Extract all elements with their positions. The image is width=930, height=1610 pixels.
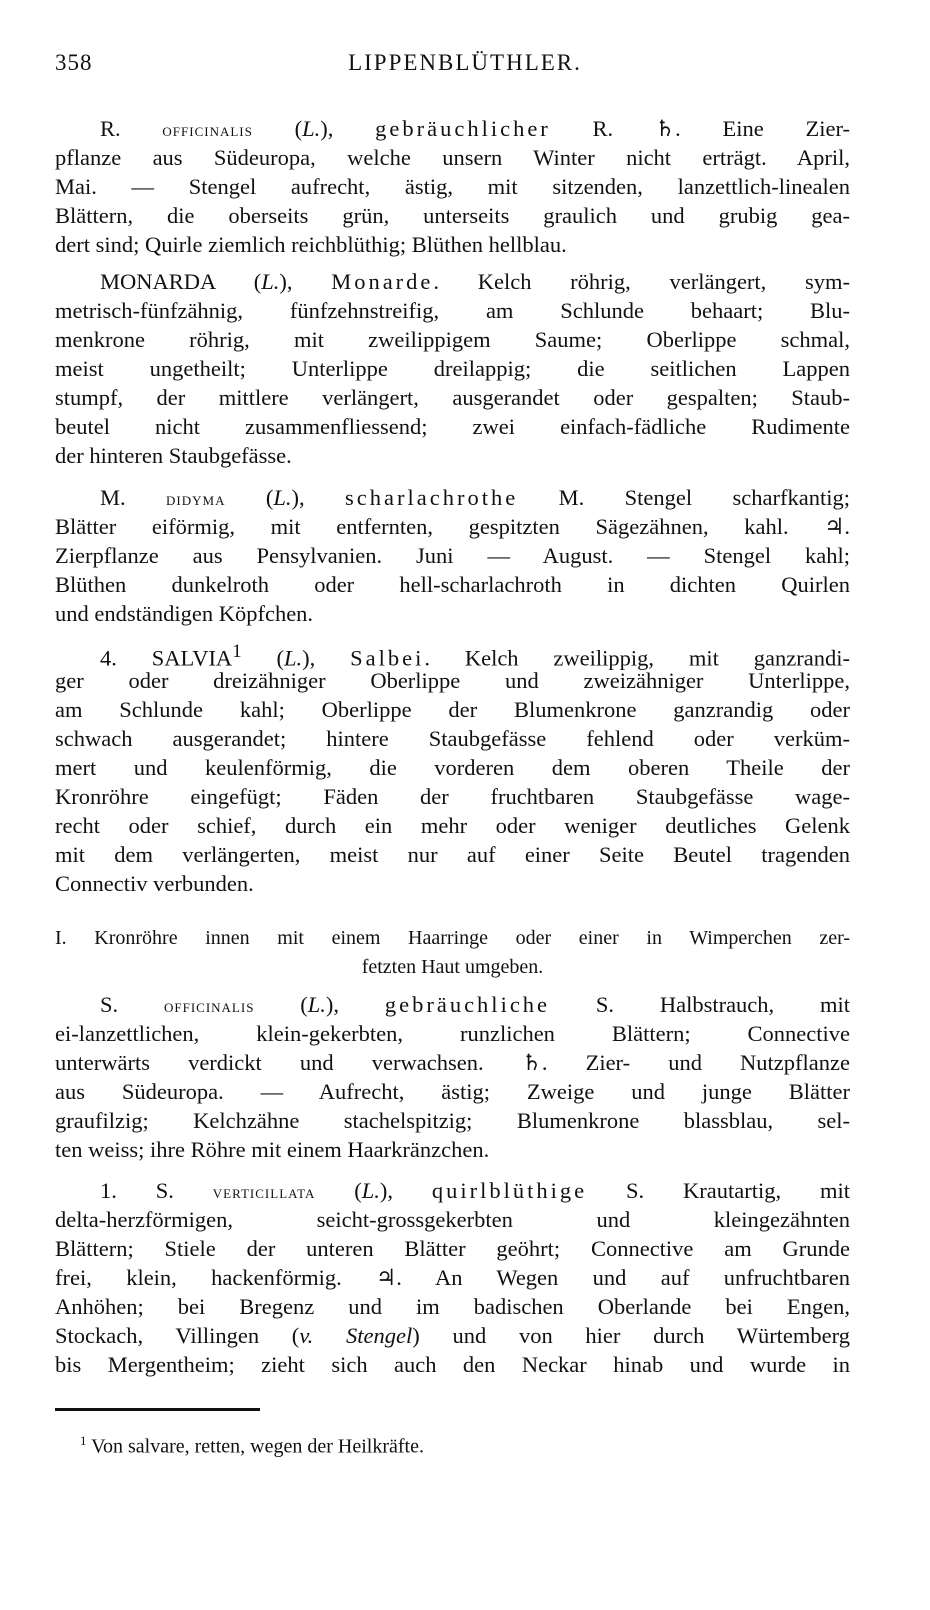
text-line: [55, 483, 850, 512]
text-run: S. Halbstrauch, mit: [550, 992, 851, 1017]
text-line: [55, 840, 850, 869]
text-run: Connectiv verbunden.: [55, 871, 254, 896]
text-run: M. Stengel scharfkantig;: [518, 485, 850, 510]
text-run: L.: [361, 1178, 380, 1203]
text-run: Monarde: [331, 269, 434, 294]
text-line: [55, 1205, 850, 1234]
text-run: ),: [320, 116, 376, 141]
entry-s-verticillata: [55, 1176, 850, 1379]
text-run: L.: [273, 485, 292, 510]
text-run: stumpf, der mittlere verlängert, ausgerandet oder gespalten; Staub-: [55, 385, 850, 410]
text-run: schwach ausgerandet; hintere Staubgefässe fehlend oder verküm-: [55, 726, 850, 751]
text-run: verticillata: [212, 1182, 316, 1203]
text-line: [55, 172, 850, 201]
text-run: . Kelch röhrig, verlängert, sym-: [433, 269, 850, 294]
text-run: graufilzig; Kelchzähne stachelspitzig; Blumenkrone blassblau, sel-: [55, 1108, 850, 1133]
text-run: Mai. — Stengel aufrecht, ästig, mit sitzenden, lanzettlich-linealen: [55, 174, 850, 199]
text-run: 4. SALVIA: [100, 645, 233, 671]
text-run: M.: [100, 485, 167, 510]
text-line: [55, 695, 850, 724]
page-number: 358: [55, 50, 93, 75]
text-run: meist ungetheilt; Unterlippe dreilappig; die seitlichen Lappen: [55, 356, 850, 381]
text-line: [55, 1135, 850, 1164]
text-run: (: [252, 116, 303, 141]
text-line: [55, 925, 850, 954]
text-run: Stockach, Villingen (: [55, 1323, 300, 1348]
text-line: [55, 782, 850, 811]
text-run: Salbei: [350, 645, 425, 671]
text-line: [55, 570, 850, 599]
text-run: ei-lanzettlichen, klein-gekerbten, runzlichen Blättern; Connective: [55, 1021, 850, 1046]
text-line: [55, 954, 850, 983]
text-line: [55, 811, 850, 840]
text-run: unterwärts verdickt und verwachsen. ♄. Zier- und Nutzpflanze: [55, 1050, 850, 1075]
entry-r-officinalis: [55, 114, 850, 259]
text-line: [55, 541, 850, 570]
text-run: quirlblüthige: [431, 1178, 588, 1203]
text-run: beutel nicht zusammenfliessend; zwei einfach-fädliche Rudimente: [55, 414, 850, 439]
text-run: L.: [307, 992, 326, 1017]
entry-s-officinalis: [55, 990, 850, 1164]
text-line: [55, 230, 850, 259]
text-run: Blättern, die oberseits grün, unterseits graulich und grubig gea-: [55, 203, 850, 228]
text-run: 1. S.: [100, 1178, 213, 1203]
text-run: Zierpflanze aus Pensylvanien. Juni — August. — Stengel kahl;: [55, 543, 850, 568]
text-run: (: [241, 645, 284, 671]
text-line: [55, 1077, 850, 1106]
text-line: [55, 666, 850, 695]
text-line: [55, 869, 850, 898]
text-line: [55, 724, 850, 753]
text-run: (: [315, 1178, 362, 1203]
text-run: mert und keulenförmig, die vorderen dem oberen Theile der: [55, 755, 850, 780]
text-line: [55, 296, 850, 325]
text-line: [55, 1176, 850, 1205]
text-run: frei, klein, hackenförmig. ♃. An Wegen und auf unfruchtbaren: [55, 1265, 850, 1290]
text-run: officinalis: [163, 996, 255, 1017]
text-line: [55, 201, 850, 230]
text-run: L.: [283, 645, 303, 671]
text-run: gebräuchliche: [384, 992, 551, 1017]
text-run: ),: [302, 645, 351, 671]
text-run: metrisch-fünfzähnig, fünfzehnstreifig, am Schlunde behaart; Blu-: [55, 298, 850, 323]
text-run: MONARDA (: [100, 269, 262, 294]
text-run: delta-herzförmigen, seicht-grossgekerbten und kleingezähnten: [55, 1207, 850, 1232]
text-line: [55, 325, 850, 354]
text-run: mit dem verlängerten, meist nur auf einer Seite Beutel tragenden: [55, 842, 850, 867]
text-run: ),: [379, 1178, 432, 1203]
text-run: aus Südeuropa. — Aufrecht, ästig; Zweige und junge Blätter: [55, 1079, 850, 1104]
text-run: recht oder schief, durch ein mehr oder weniger deutliches Gelenk: [55, 813, 850, 838]
text-run: S.: [100, 992, 164, 1017]
text-line: [55, 1263, 850, 1292]
text-run: Blätter eiförmig, mit entfernten, gespitzten Sägezähnen, kahl. ♃.: [55, 514, 850, 539]
text-line: [55, 1350, 850, 1379]
text-line: [55, 1106, 850, 1135]
text-line: [55, 1292, 850, 1321]
text-line: [55, 143, 850, 172]
text-line: [55, 753, 850, 782]
entry-salvia: [55, 637, 850, 898]
text-run: Kronröhre eingefügt; Fäden der fruchtbaren Staubgefässe wage-: [55, 784, 850, 809]
text-line: [55, 637, 850, 671]
text-run: Anhöhen; bei Bregenz und im badischen Oberlande bei Engen,: [55, 1294, 850, 1319]
text-run: der hinteren Staubgefässe.: [55, 443, 292, 468]
text-run: ) und von hier durch Würtemberg: [412, 1323, 850, 1348]
text-run: Blüthen dunkelroth oder hell-scharlachroth in dichten Quirlen: [55, 572, 850, 597]
text-run: R. ♄. Eine Zier-: [550, 116, 850, 141]
text-line: [55, 383, 850, 412]
text-run: menkrone röhrig, mit zweilippigem Saume; Oberlippe schmal,: [55, 327, 850, 352]
text-run: L.: [261, 269, 280, 294]
text-line: [55, 267, 850, 296]
text-run: ),: [291, 485, 346, 510]
text-run: pflanze aus Südeuropa, welche unsern Winter nicht erträgt. April,: [55, 145, 850, 170]
text-line: [55, 114, 850, 143]
entry-monarda: [55, 267, 850, 470]
text-run: . Kelch zweilippig, mit ganzrandi-: [424, 645, 850, 671]
text-run: 1: [232, 641, 242, 662]
text-run: I. Kronröhre innen mit einem Haarringe oder einer in Wimperchen zer-: [55, 927, 850, 949]
text-run: ),: [279, 269, 332, 294]
text-line: [55, 441, 850, 470]
section-heading-i: [55, 925, 850, 983]
text-line: [55, 1321, 850, 1350]
text-run: bis Mergentheim; zieht sich auch den Neckar hinab und wurde in: [55, 1352, 850, 1377]
text-run: L.: [302, 116, 321, 141]
text-line: [55, 412, 850, 441]
footnote-rule: [55, 1408, 260, 1411]
text-run: ten weiss; ihre Röhre mit einem Haarkränzchen.: [55, 1137, 490, 1162]
text-run: fetzten Haut umgeben.: [361, 956, 544, 978]
text-line: [55, 512, 850, 541]
footnote: [80, 1433, 424, 1459]
text-run: didyma: [166, 489, 226, 510]
text-run: Blättern; Stiele der unteren Blätter geöhrt; Connective am Grunde: [55, 1236, 850, 1261]
text-line: [55, 990, 850, 1019]
text-run: (: [225, 485, 274, 510]
text-run: R.: [100, 116, 163, 141]
text-line: [55, 1234, 850, 1263]
text-line: [55, 354, 850, 383]
text-run: und endständigen Köpfchen.: [55, 601, 314, 626]
footnote-text: Von salvare, retten, wegen der Heilkräfte.: [91, 1435, 424, 1458]
text-line: [55, 1048, 850, 1077]
text-line: [55, 599, 850, 628]
text-run: v. Stengel: [299, 1323, 413, 1348]
text-run: gebräuchlicher: [375, 116, 551, 141]
text-run: dert sind; Quirle ziemlich reichblüthig; Blüthen hellblau.: [55, 232, 567, 257]
text-run: am Schlunde kahl; Oberlippe der Blumenkrone ganzrandig oder: [55, 697, 850, 722]
text-run: ),: [325, 992, 385, 1017]
running-title: LIPPENBLÜTHLER.: [348, 50, 582, 75]
text-run: scharlachrothe: [345, 485, 519, 510]
text-run: ger oder dreizähniger Oberlippe und zweizähniger Unterlippe,: [55, 668, 850, 693]
text-run: officinalis: [162, 120, 253, 141]
footnote-marker: 1: [80, 1433, 87, 1448]
entry-m-didyma: [55, 483, 850, 628]
text-line: [55, 1019, 850, 1048]
text-run: S. Krautartig, mit: [587, 1178, 850, 1203]
text-run: (: [254, 992, 308, 1017]
